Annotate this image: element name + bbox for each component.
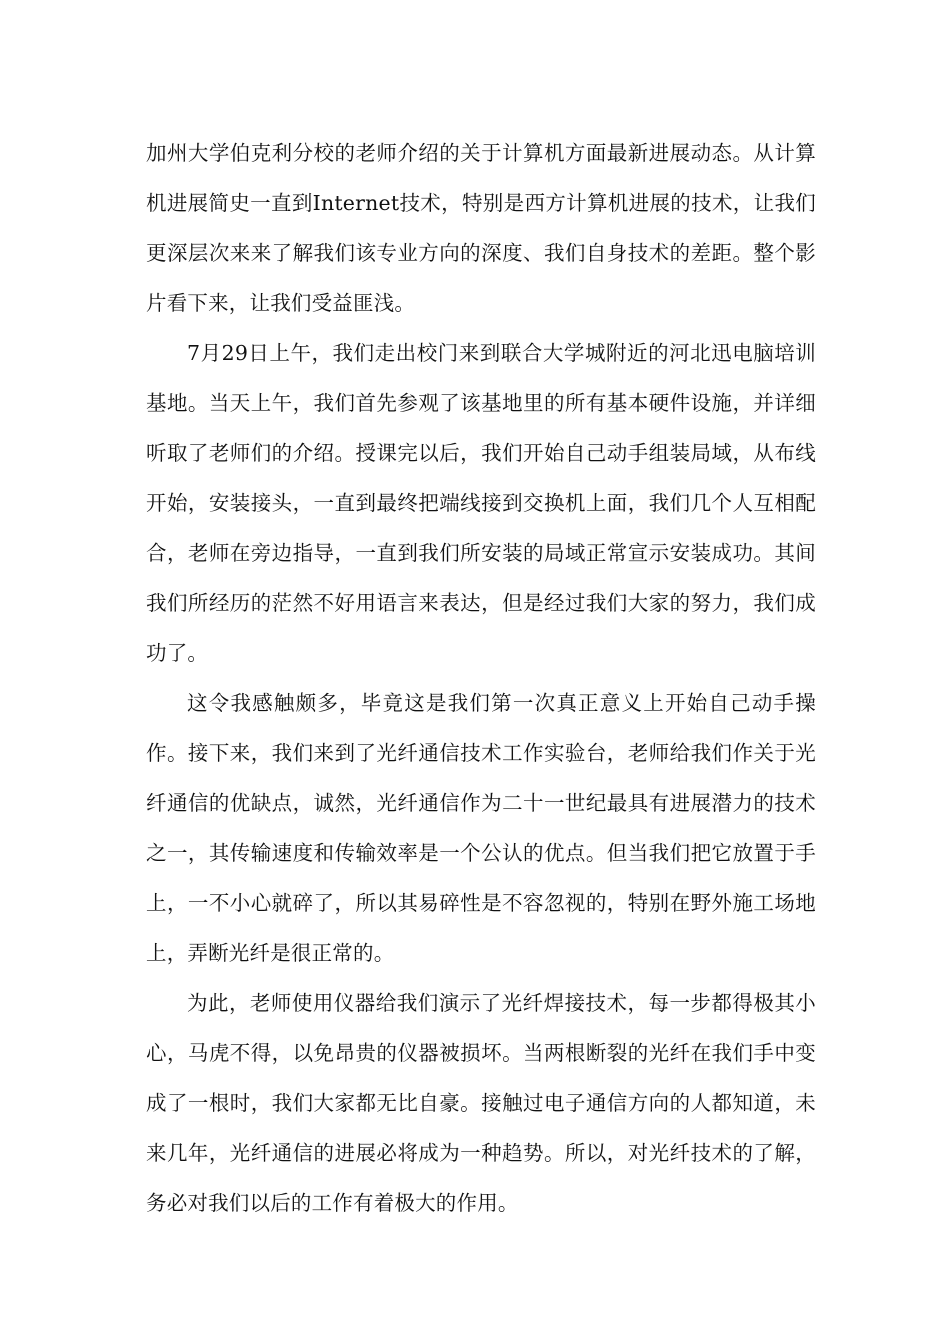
- paragraph-4: 为此，老师使用仪器给我们演示了光纤焊接技术，每一步都得极其小心，马虎不得，以免昂贵的仪器被损坏。当两根断裂的光纤在我们手中变成了一根时，我们大家都无比自豪。接触过电子通信方向的人都知道，未来几年，光纤通信的进展必将成为一种趋势。所以，对光纤技术的了解，务必对我们以后的工作有着极大的作用。: [146, 991, 816, 1215]
- paragraph-1: 加州大学伯克利分校的老师介绍的关于计算机方面最新进展动态。从计算机进展简史一直到Internet技术，特别是西方计算机进展的技术，让我们更深层次来来了解我们该专业方向的深度、我们自身技术的差距。整个影片看下来，让我们受益匪浅。: [146, 141, 816, 315]
- paragraph-2: 7月29日上午，我们走出校门来到联合大学城附近的河北迅电脑培训基地。当天上午，我们首先参观了该基地里的所有基本硬件设施，并详细听取了老师们的介绍。授课完以后，我们开始自己动手组装局域，从布线开始，安装接头，一直到最终把端线接到交换机上面，我们几个人互相配合，老师在旁边指导，一直到我们所安装的局域正常宣示安装成功。其间我们所经历的茫然不好用语言来表达，但是经过我们大家的努力，我们成功了。: [146, 341, 816, 665]
- paragraph-3: 这令我感触颇多，毕竟这是我们第一次真正意义上开始自己动手操作。接下来，我们来到了光纤通信技术工作实验台，老师给我们作关于光纤通信的优缺点，诚然，光纤通信作为二十一世纪最具有进展潜力的技术之一，其传输速度和传输效率是一个公认的优点。但当我们把它放置于手上，一不小心就碎了，所以其易碎性是不容忽视的，特别在野外施工场地上，弄断光纤是很正常的。: [146, 691, 816, 965]
- document-body: [146, 128, 816, 1228]
